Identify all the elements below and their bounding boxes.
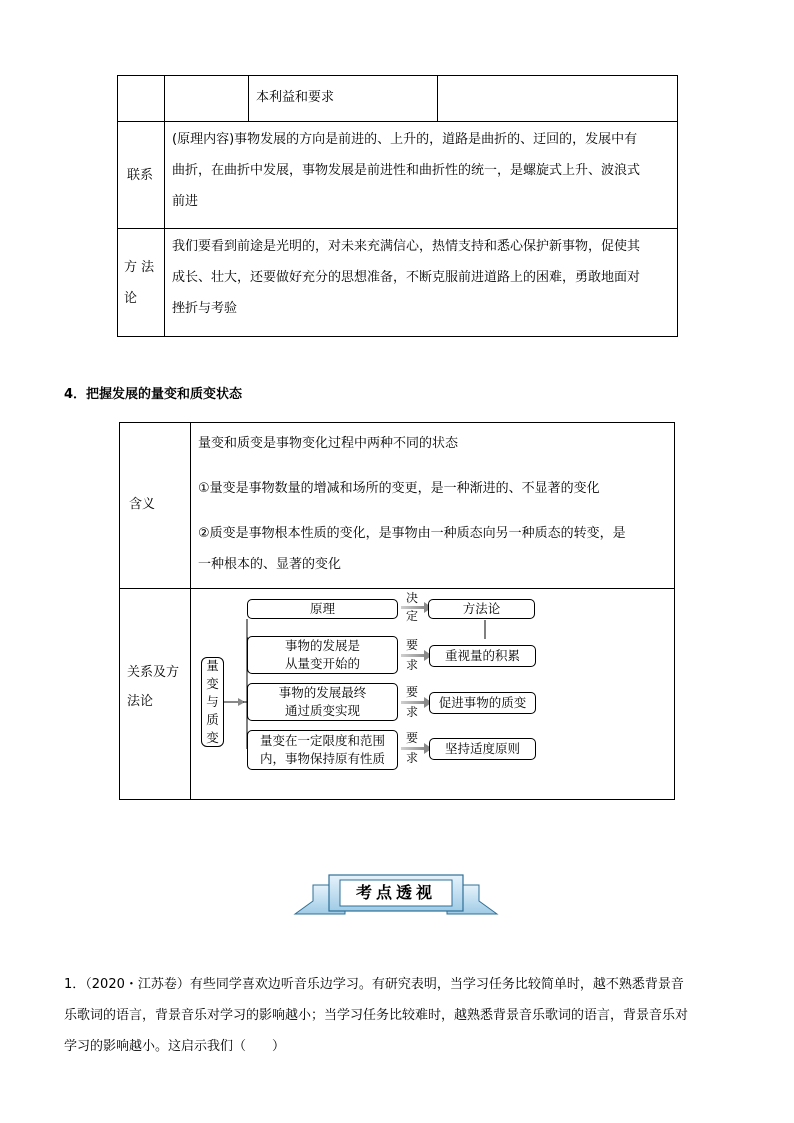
principle-header: 原理 <box>247 599 398 619</box>
row-label-lianxi: 联系 <box>127 168 154 183</box>
method-header: 方法论 <box>428 599 535 619</box>
row-label-hanyi: 含义 <box>129 497 156 512</box>
fangfalun-content: 我们要看到前途是光明的，对未来充满信心，热情支持和悉心保护新事物，促使其 成长、壮大，还要做好充分的思想准备，不断克服前进道路上的困难，勇敢地面对 挫折与考验 <box>172 239 641 316</box>
method-box: 坚持适度原则 <box>429 738 536 760</box>
hanyi-item-2-line1: ②质变是事物根本性质的变化，是事物由一种质态向另一种质态的转变，是 <box>198 526 626 541</box>
hanyi-intro: 量变和质变是事物变化过程中两种不同的状态 <box>198 436 459 451</box>
section-heading: 4．把握发展的量变和质变状态 <box>64 387 243 402</box>
hanyi-item-1: ①量变是事物数量的增减和场所的变更，是一种渐进的、不显著的变化 <box>198 481 600 496</box>
method-box: 促进事物的质变 <box>429 692 536 714</box>
principle-box: 事物的发展最终 通过质变实现 <box>247 683 398 721</box>
left-label-box: 量 变 与 质 变 <box>201 657 224 747</box>
require-label: 要 求 <box>405 731 418 765</box>
row-label-guanxi-2: 法论 <box>127 694 154 709</box>
banner-title: 考点透视 <box>355 883 436 902</box>
row-label-fangfalun-2: 论 <box>124 291 138 306</box>
row-label-fangfalun-1: 方 法 <box>124 260 155 275</box>
principle-box: 事物的发展是 从量变开始的 <box>247 636 398 674</box>
table-cell-text: 本利益和要求 <box>256 90 335 105</box>
question-1: 1．（2020・江苏卷）有些同学喜欢边听音乐边学习。有研究表明，当学习任务比较简单时，越不熟悉背景音 乐歌词的语言，背景音乐对学习的影响越小；当学习任务比较难时，越熟悉背景音乐歌词的语言，背景音乐对 学习的影响越小。这启示我们（ ） <box>64 977 689 1054</box>
method-box: 重视量的积累 <box>429 645 536 667</box>
principle-box: 量变在一定限度和范围 内，事物保持原有性质 <box>247 730 398 770</box>
decide-label: 决 定 <box>405 591 418 623</box>
lianxi-content: (原理内容)事物发展的方向是前进的、上升的，道路是曲折的、迂回的，发展中有 曲折，在曲折中发展，事物发展是前进性和曲折性的统一，是螺旋式上升、波浪式 前进 <box>172 132 641 209</box>
hanyi-item-2-line2: 一种根本的、显著的变化 <box>198 557 342 572</box>
section-banner <box>293 871 499 917</box>
require-label: 要 求 <box>405 638 418 672</box>
row-label-guanxi-1: 关系及方 <box>127 665 180 680</box>
require-label: 要 求 <box>405 685 418 719</box>
